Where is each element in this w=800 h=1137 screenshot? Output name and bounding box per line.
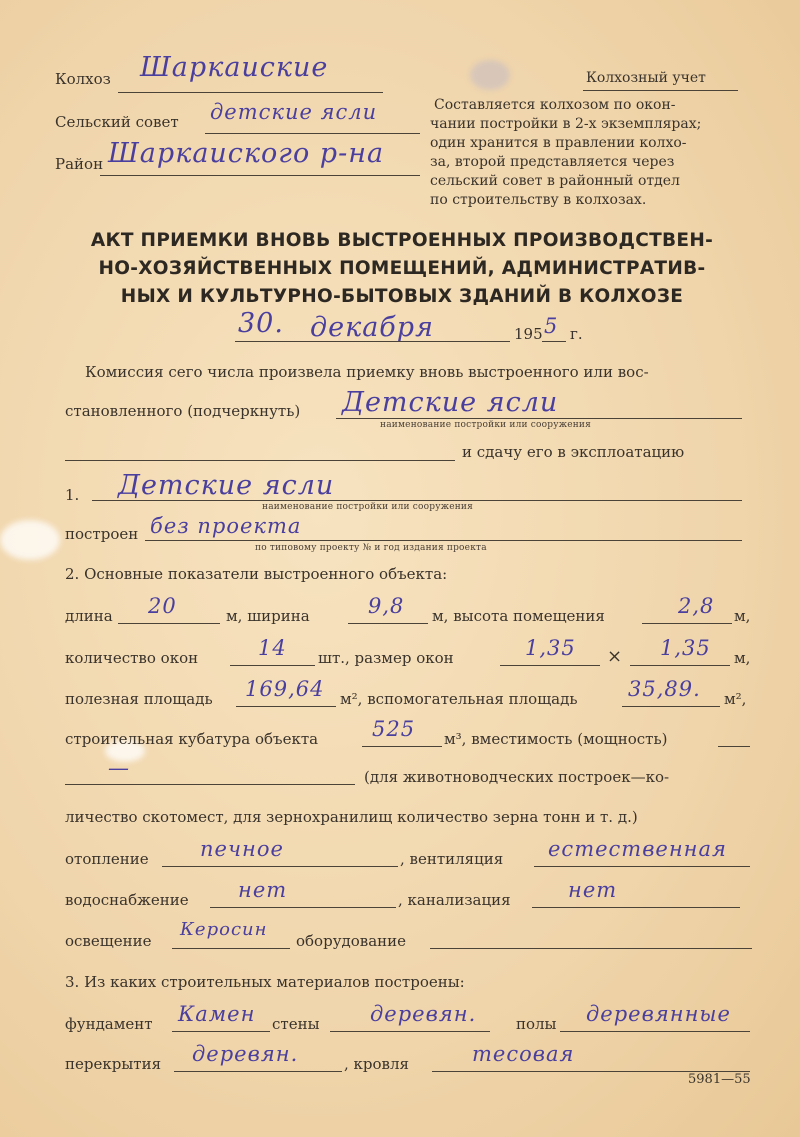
steny-label: стены (272, 1015, 320, 1033)
polez-unit: м², вспомогательная площадь (340, 690, 578, 708)
ink-smudge (470, 60, 510, 90)
kub-underline (362, 746, 442, 747)
date-year-prefix: 195 (514, 325, 543, 343)
title-line: НО-ХОЗЯЙСТВЕННЫХ ПОМЕЩЕНИЙ, АДМИНИСТРАТИВ- (98, 258, 706, 279)
oborud-label: оборудование (296, 932, 407, 950)
polez-underline (236, 706, 336, 707)
selsovet-label: Сельский совет (55, 113, 179, 131)
vspom-underline (622, 706, 720, 707)
poly-value: деревянные (586, 1002, 731, 1026)
zhiv-label: (для животноводческих построек—ко- (364, 768, 670, 786)
year-underline (542, 341, 566, 342)
date-underline (235, 341, 510, 342)
razmer1-value: 1,35 (525, 636, 576, 660)
osv-underline (172, 948, 290, 949)
rayon-value: Шаркаиского р-на (108, 138, 385, 169)
title-line: АКТ ПРИЕМКИ ВНОВЬ ВЫСТРОЕННЫХ ПРОИЗВОДСТВЕН- (90, 230, 714, 251)
title-line: НЫХ И КУЛЬТУРНО-БЫТОВЫХ ЗДАНИЙ В КОЛХОЗЕ (120, 286, 684, 307)
vmest-underline-1 (718, 746, 750, 747)
uchet-underline (583, 90, 738, 91)
date-month: декабря (310, 312, 434, 343)
dlina-underline (118, 623, 220, 624)
vent-value: естественная (548, 837, 727, 861)
kub-value: 525 (372, 717, 416, 741)
otop-label: отопление (65, 850, 149, 868)
vmest-value: — (108, 756, 130, 780)
perekr-value: деревян. (192, 1042, 299, 1066)
fund-value: Камен (178, 1002, 256, 1026)
krovlya-value: тесовая (472, 1042, 575, 1066)
polez-label: полезная площадь (65, 690, 213, 708)
fund-label: фундамент (65, 1015, 153, 1033)
instruction-line: один хранится в правлении колхо- (430, 135, 687, 151)
vodo-underline (210, 907, 396, 908)
kolkhoz-underline (118, 92, 383, 93)
instruction-line: Составляется колхозом по окон- (434, 97, 676, 113)
shirina-underline (348, 623, 428, 624)
vent-underline (534, 866, 750, 867)
perekr-underline (174, 1071, 342, 1072)
vspom-value: 35,89. (628, 677, 701, 701)
okon-unit: шт., размер окон (318, 649, 454, 667)
dlina-label: длина (65, 607, 113, 625)
date-day: 30. (238, 308, 284, 339)
date-year-suffix: 5 (544, 314, 559, 338)
date-g: г. (570, 325, 583, 343)
fund-underline (172, 1031, 270, 1032)
okon-label: количество окон (65, 649, 199, 667)
intro-line3: и сдачу его в эксплоатацию (462, 443, 685, 461)
otop-underline (162, 866, 398, 867)
okon-underline (230, 665, 315, 666)
rayon-underline (100, 175, 420, 176)
kub-unit: м³, вместимость (мощность) (444, 730, 668, 748)
otop-value: печное (200, 837, 284, 861)
razmer2-underline (630, 665, 730, 666)
shirina-value: 9,8 (368, 594, 405, 618)
rayon-label: Район (55, 155, 104, 173)
item1-caption: наименование постройки или сооружения (262, 502, 474, 512)
item1-built-caption: по типовому проекту № и год издания проекта (255, 543, 487, 553)
vysota-underline (642, 623, 732, 624)
kanal-value: нет (568, 878, 618, 902)
intro-underline (336, 418, 742, 419)
selsovet-value: детские ясли (210, 100, 378, 124)
kub-label: строительная кубатура объекта (65, 730, 319, 748)
vodo-label: водоснабжение (65, 891, 189, 909)
item1-underline (92, 500, 742, 501)
poly-label: полы (516, 1015, 557, 1033)
kanal-underline (532, 907, 740, 908)
osv-value: Керосин (180, 919, 268, 940)
razmer2-value: 1,35 (660, 636, 711, 660)
selsovet-underline (205, 133, 420, 134)
vysota-value: 2,8 (678, 594, 715, 618)
item1-value: Детские ясли (118, 470, 335, 501)
item1-built-label: построен (65, 525, 139, 543)
poly-underline (560, 1031, 750, 1032)
dlina-value: 20 (148, 594, 177, 618)
intro-blank-line (65, 460, 455, 461)
intro-caption: наименование постройки или сооружения (380, 420, 592, 430)
item1-built-value: без проекта (150, 514, 302, 538)
instruction-line: сельский совет в районный отдел (430, 173, 680, 189)
osv-label: освещение (65, 932, 152, 950)
section2-heading: 2. Основные показатели выстроенного объекта: (65, 565, 448, 583)
vent-label: , вентиляция (400, 850, 504, 868)
instruction-line: по строительству в колхозах. (430, 192, 647, 208)
instructions-block (430, 96, 701, 210)
form-number: 5981—55 (688, 1072, 751, 1087)
razmer-x: × (607, 646, 623, 667)
kolkhoz-label: Колхоз (55, 70, 111, 88)
intro-line1: Комиссия сего числа произвела приемку вновь выстроенного или вос- (85, 363, 649, 381)
dlina-unit: м, ширина (226, 607, 310, 625)
zhiv-line2: личество скотомест, для зернохранилищ количество зерна тонн и т. д.) (65, 808, 638, 826)
instruction-line: за, второй представляется через (430, 154, 675, 170)
steny-value: деревян. (370, 1002, 477, 1026)
section3-heading: 3. Из каких строительных материалов построены: (65, 973, 465, 991)
oborud-underline (430, 948, 752, 949)
polez-value: 169,64 (245, 677, 325, 701)
razmer-unit: м, (734, 649, 751, 667)
vmest-underline-2 (65, 784, 355, 785)
paper-stain (0, 520, 60, 560)
kolkhoz-value: Шаркаиские (140, 52, 329, 83)
item1-number: 1. (65, 486, 80, 504)
steny-underline (330, 1031, 490, 1032)
item1-built-underline (145, 540, 742, 541)
vspom-unit: м², (724, 690, 747, 708)
perekr-label: перекрытия (65, 1055, 162, 1073)
intro-line2-value: Детские ясли (342, 387, 559, 418)
razmer1-underline (500, 665, 600, 666)
uchet-label: Колхозный учет (586, 70, 706, 86)
vodo-value: нет (238, 878, 288, 902)
vysota-unit: м, (734, 607, 751, 625)
instruction-line: чании постройки в 2-х экземплярах; (430, 116, 702, 132)
intro-line2-label: становленного (подчеркнуть) (65, 402, 301, 420)
okon-value: 14 (258, 636, 287, 660)
shirina-unit: м, высота помещения (432, 607, 605, 625)
krovlya-label: , кровля (344, 1055, 409, 1073)
kanal-label: , канализация (398, 891, 511, 909)
